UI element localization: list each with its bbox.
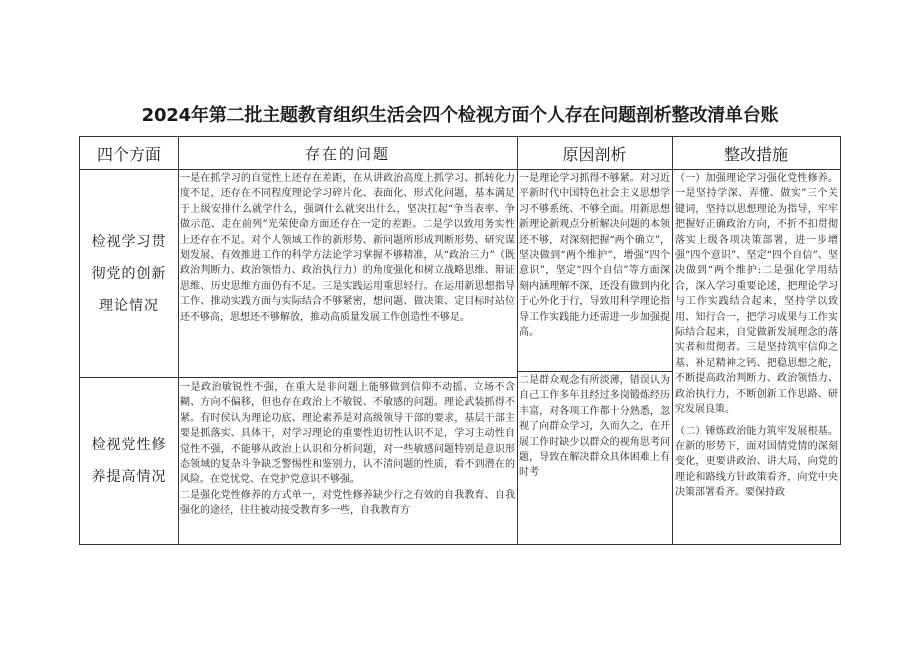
measures-text-1: （一）加强理论学习强化党性修养。一是坚持学深、弄懂、做实”三个关键词，坚持以思想理论为指导，牢牢把握好正确政治方向，不折不扣贯彻落实上级各项决策部署，进一步增强“四个意识”、坚定“四个自信”、坚决做到“两个维护:二是强化学用结合，深入学习重要论述，把理论学习与工作实践结合起来，坚持学以致用、知行合一，把学习成果与工作实际结合起来，自觉做新发展理念的落实者和贯彻者。三是坚持筑牢信仰之基、补足精神之钙、把稳思想之舵，不断提高政治判断力、政治领悟力、政治执行力，不断创新工作思路、研究发展良策。 — [675, 173, 838, 416]
measures-text-2: （二）锤炼政治能力筑牢发展根基。在新的形势下，面对国情党情的深刻变化，更要讲政治、讲大局，向党的理论和路线方针政策看齐，向党中央决策部署看齐。要保持政 — [675, 425, 838, 499]
causes-cell-2 — [519, 373, 670, 542]
causes-text-1: 一是理论学习抓得不够紧。对习近平新时代中国特色社会主义思想学习不够系统、不够全面。用新思想新理论新观点分析解决问题的本领还不够，对深刻把握“两个确立”，坚决做到“两个维护”，增强“四个意识”，坚定“四个自信”等方面深刻内涵理解不深，还没有做到内化于心外化于行，导致用科学理论指导工作实践能力还需进一步加强提高。 — [519, 173, 670, 339]
column-divider — [517, 137, 518, 544]
causes-cell-1 — [519, 171, 670, 369]
problems-cell-1 — [180, 171, 515, 375]
page-title: 2024年第二批主题教育组织生活会四个检视方面个人存在问题剖析整改清单台账 — [141, 105, 779, 126]
problems-cell-2 — [180, 380, 515, 542]
problems-text-2b: 二是强化党性修养的方式单一，对党性修养缺少行之有效的自我教育、自我强化的途径，往往被动接受教育多一些，自我教育方 — [180, 489, 515, 517]
aspect-study-theory: 检视学习贯彻党的创新理论情况 — [91, 233, 167, 314]
problems-text-1: 一是在抓学习的自觉性上还存在差距，在从讲政治高度上抓学习、抓转化力度不足，还存在不同程度理论学习碎片化、表面化、形式化问题，基本满足于上级安排什么就学什么，强调什么就突出什么，坚决扛起“争当表率、争做示范、走在前列”光荣使命方面还存在一定的差距。二是学以致用务实性上还存在不足。对个人领域工作的新形势、新问题所形成判断形势、研究谋划发展、有效推进工作的科学方法论学习掌握不够精准，从“政治三力”（既政治判断力、政治领悟力、政治执行力）的角度强化和树立战略思维、辩证思维、历史思维方面仍有不足。三是实践运用重思轻行。在运用新思想指导工作、推动实践方面与实际结合不够紧密，想问题、做决策、定目标时站位还不够高，思想还不够解放，推动高质量发展工作创造性不够足。 — [180, 173, 515, 323]
measures-cell — [675, 171, 838, 543]
header-aspect: 四个方面 — [96, 144, 161, 164]
aspect-party-spirit: 检视党性修养提高情况 — [91, 437, 167, 485]
problems-text-2a: 一是政治敏锐性不强，在重大是非问题上能够做到信仰不动摇、立场不含糊、方向不偏移，但也存在政治上不敏锐、不敏感的问题。理论武装抓得不紧。有时侯认为理论功底、理论素养是对高级领导干部的要求，基层干部主要是抓落实、具体干，对学习理论的重要性迫切性认识不足，学习主动性自觉性不强，不能够从政治上认识和分析问题，对一些敏感问题特别是意识形态领域的复杂斗争缺乏警惕性和鉴别力，认不清问题的性质，看不到潜在的风险。在党忧党、在党护党意识不够强。 — [180, 382, 515, 486]
column-divider — [178, 137, 179, 544]
rectification-table — [79, 136, 841, 545]
column-divider — [672, 137, 673, 544]
header-measures: 整改措施 — [723, 144, 788, 164]
header-problems: 存在的问题 — [304, 144, 390, 163]
header-divider — [80, 169, 840, 170]
causes-text-2: 二是群众观念有所淡薄，错误认为自己工作多年且经过多岗锻炼经历丰富，对各项工作都十分熟悉，忽视了向群众学习，久而久之，在开展工作时缺少以群众的视角思考问题，导致在解决群众具体困难上有时考 — [519, 375, 670, 479]
cause-divider — [517, 371, 672, 372]
header-causes: 原因剖析 — [562, 144, 627, 164]
